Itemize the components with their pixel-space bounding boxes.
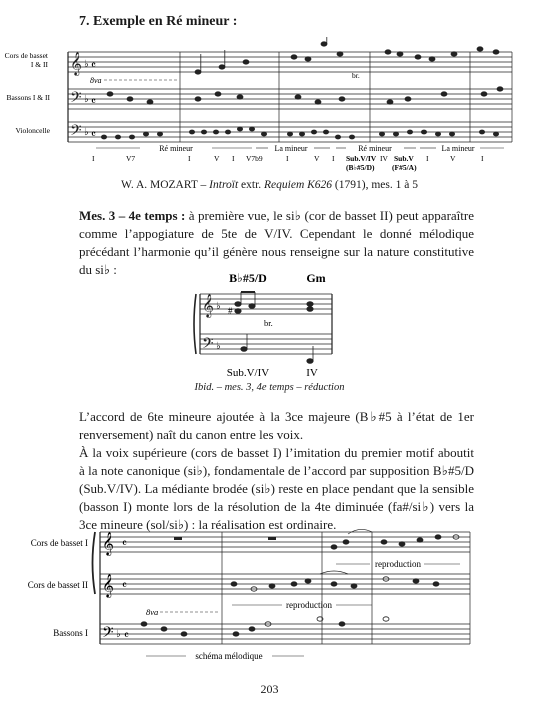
- caption-requiem: Requiem K626: [264, 179, 333, 191]
- svg-text:𝄞: 𝄞: [70, 53, 82, 75]
- svg-text:𝄴: 𝄴: [122, 580, 127, 592]
- roman-numeral: I: [188, 154, 191, 163]
- roman-numeral: IV: [380, 154, 388, 163]
- svg-text:𝄴: 𝄴: [91, 129, 96, 141]
- bottom-label-right: IV: [306, 367, 318, 379]
- paragraph-2: [79, 408, 474, 534]
- paragraph-2-part-1: L’accord de 6te mineure ajoutée à la 3ce majeure (B♭#5 à l’état de 1er renversement) naît du canon entre les voix.: [79, 409, 474, 442]
- roman-numeral: Sub.V/IV: [346, 154, 377, 163]
- chord-label-left: B♭#5/D: [229, 271, 267, 285]
- caption-ibid: [0, 382, 539, 393]
- roman-numeral: I: [286, 154, 289, 163]
- svg-text:♭: ♭: [84, 94, 89, 105]
- svg-text:𝄴: 𝄴: [91, 96, 96, 108]
- caption-ibid-rest: – mes. 3, 4e temps – réduction: [216, 382, 345, 393]
- staff-label-cors-1: Cors de basset: [4, 51, 48, 60]
- chord-label-right: Gm: [306, 271, 326, 285]
- score-2: [190, 268, 340, 380]
- svg-text:♭: ♭: [216, 301, 221, 312]
- roman-sub-1: (B♭#5/D): [346, 163, 375, 172]
- staff-label-cors-i: Cors de basset I: [30, 538, 88, 548]
- svg-text:♭: ♭: [216, 341, 221, 352]
- svg-text:𝄞: 𝄞: [202, 295, 214, 317]
- roman-sub-2: (F#5/A): [392, 163, 417, 172]
- region-label-2: La mineur: [274, 144, 308, 153]
- paragraph-1-text: à première vue, le si♭ (cor de basset II) peut apparaître comme l’appogiature de 5te de V/IV. Cependant le donné mélodique précédant l’harmonie qu’il génère nous renseigne sur la nature constitutive du si♭ :: [79, 208, 475, 277]
- roman-numeral: Sub.V: [394, 154, 414, 163]
- svg-text:♭: ♭: [84, 59, 89, 70]
- roman-numeral: I: [232, 154, 235, 163]
- roman-numeral: I: [426, 154, 429, 163]
- svg-text:𝄴: 𝄴: [91, 60, 96, 72]
- roman-numeral: I: [92, 154, 95, 163]
- staff-label-bassons-i: Bassons I: [53, 628, 88, 638]
- region-label-1: Ré mineur: [159, 144, 193, 153]
- region-label-3: Ré mineur: [358, 144, 392, 153]
- svg-text:𝄢: 𝄢: [202, 335, 214, 355]
- annotation-schema: schéma mélodique: [195, 651, 263, 661]
- caption-extr: extr.: [241, 179, 262, 191]
- staff-label-bassons: Bassons I & II: [6, 93, 50, 102]
- svg-text:𝄞: 𝄞: [102, 575, 114, 597]
- svg-text:𝄞: 𝄞: [102, 533, 114, 555]
- svg-text:#: #: [228, 306, 233, 316]
- staff-label-cors-ii: Cors de basset II: [27, 580, 88, 590]
- roman-numeral: V7: [126, 154, 136, 163]
- roman-numeral: V7b9: [246, 154, 263, 163]
- roman-numeral: I: [332, 154, 335, 163]
- bottom-label-left: Sub.V/IV: [226, 367, 270, 379]
- caption-mozart: [0, 179, 539, 191]
- caption-ibid-word: Ibid.: [194, 382, 215, 393]
- svg-text:𝄴: 𝄴: [122, 538, 127, 550]
- svg-text:𝄴: 𝄴: [124, 630, 129, 642]
- roman-numeral: V: [214, 154, 220, 163]
- staff-label-cors-2: I & II: [30, 60, 48, 69]
- svg-text:𝄢: 𝄢: [102, 624, 114, 644]
- svg-text:𝄢: 𝄢: [70, 122, 82, 142]
- ottava-mark-2: 8va: [146, 607, 159, 617]
- annotation-reproduction-2: reproduction: [286, 600, 332, 610]
- page-number: 203: [260, 682, 279, 696]
- paragraph-1-lead: Mes. 3 – 4e temps :: [79, 208, 186, 223]
- svg-text:♭: ♭: [84, 127, 89, 138]
- roman-numeral: V: [450, 154, 456, 163]
- score-1: [0, 36, 539, 172]
- roman-numeral: I: [481, 154, 484, 163]
- br-mark-2: br.: [264, 318, 273, 328]
- svg-text:𝄢: 𝄢: [70, 89, 82, 109]
- roman-numeral: V: [314, 154, 320, 163]
- section-title: 7. Exemple en Ré mineur :: [79, 14, 238, 29]
- paragraph-2-part-2: À la voix supérieure (cors de basset I) l’imitation du premier motif aboutit à la note canonique (si♭), fondamentale de l’accord par supposition B♭#5/D (Sub.V/IV). La médiante brodée (si♭) reste en place pendant que la sensible (basson I) monte lors de la résolution de la 4te diminuée (fa#/si♭) vers la 3ce mineure (sol/si♭) : la réalisation est ordinaire.: [79, 445, 474, 532]
- region-label-4: La mineur: [441, 144, 475, 153]
- svg-text:♭: ♭: [116, 629, 121, 640]
- staff-label-violoncelle: Violoncelle: [15, 126, 50, 135]
- score-3: [0, 522, 539, 672]
- caption-work: Introït: [209, 179, 239, 191]
- caption-composer: W. A. MOZART –: [121, 179, 207, 191]
- br-mark-1: br.: [352, 71, 360, 80]
- annotation-reproduction-1: reproduction: [375, 559, 421, 569]
- ottava-mark: 8va: [90, 76, 102, 85]
- caption-rest: (1791), mes. 1 à 5: [334, 179, 418, 191]
